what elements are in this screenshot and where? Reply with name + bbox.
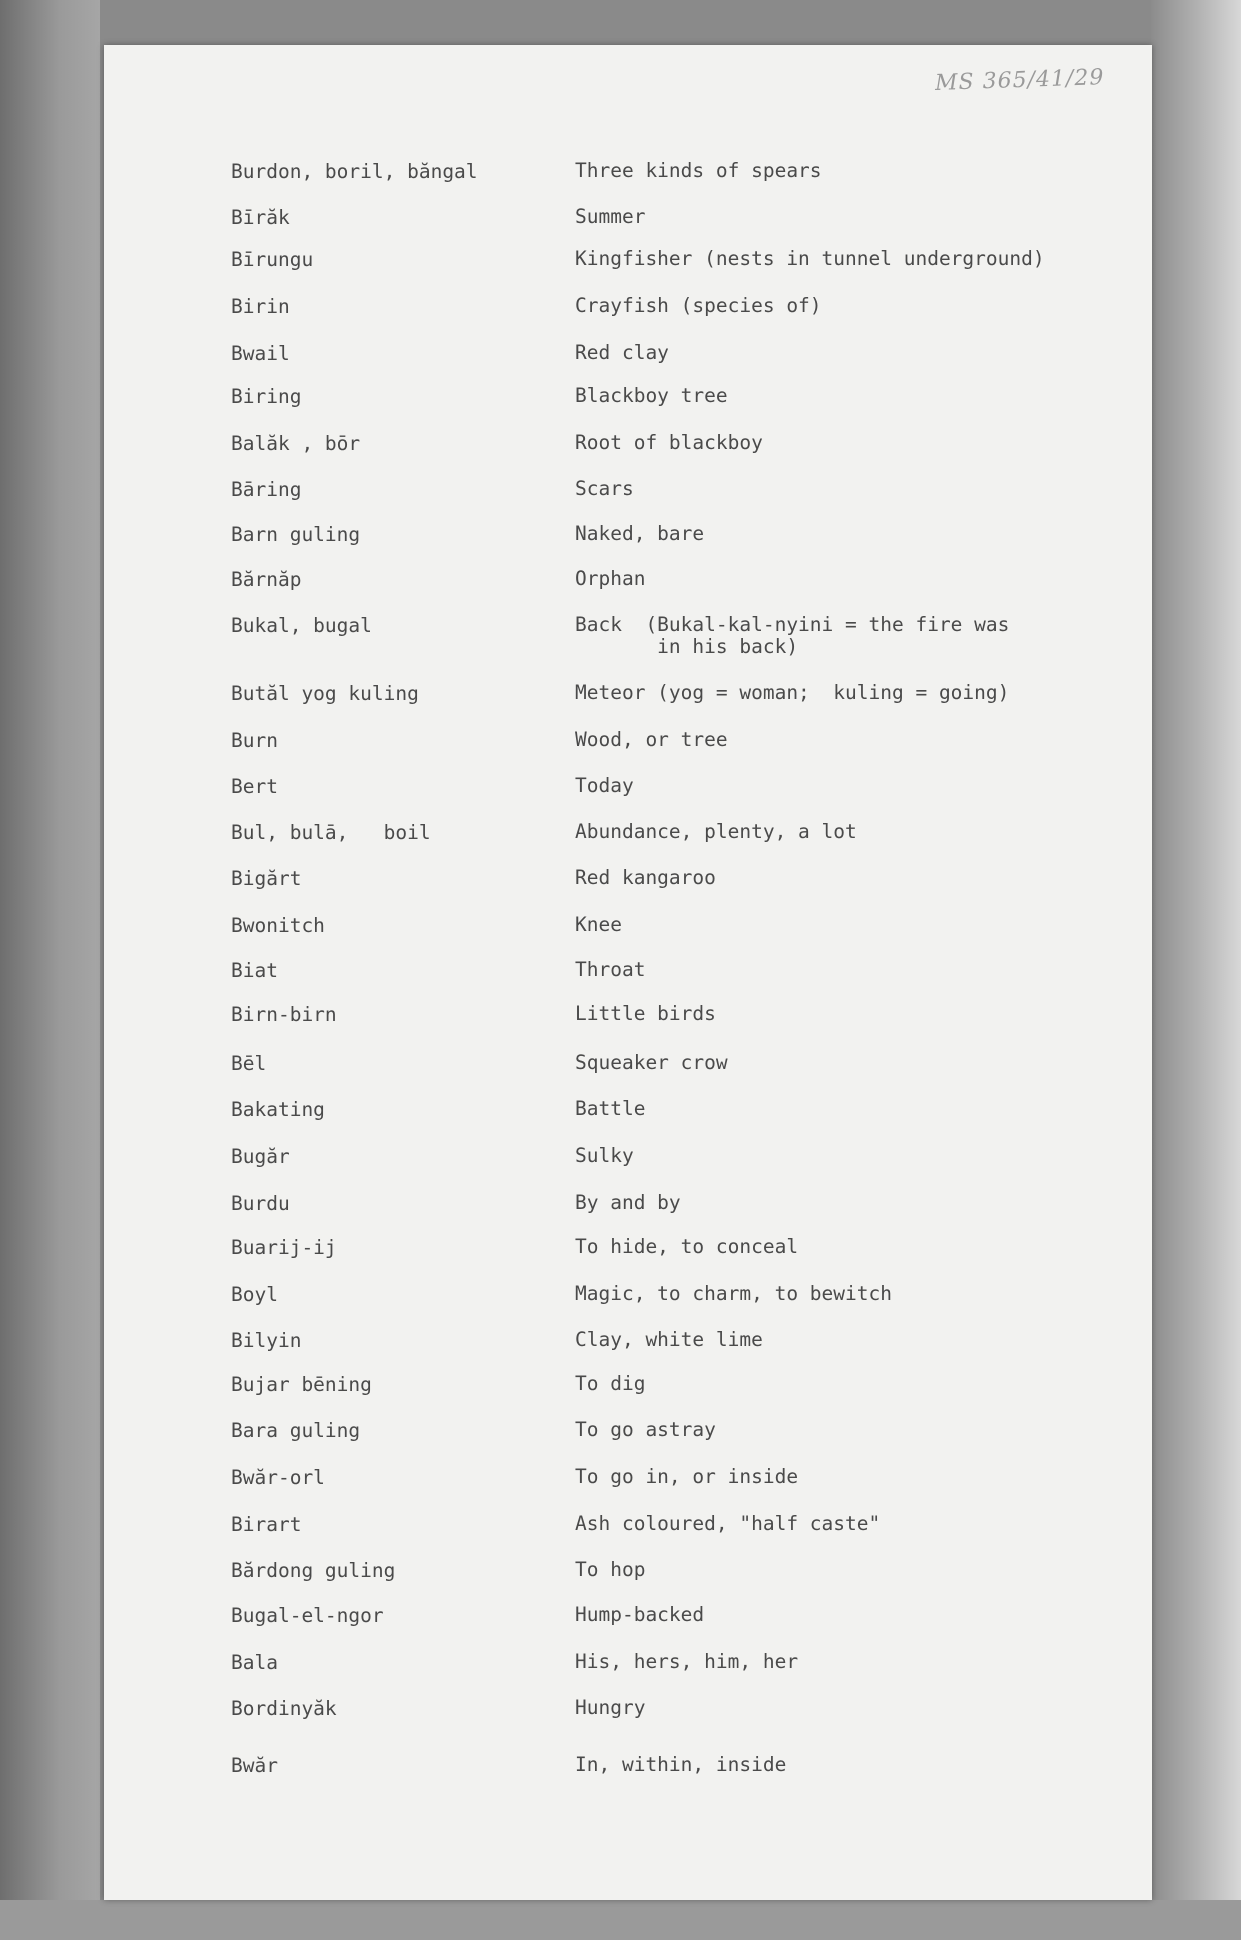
glossary-meaning: Blackboy tree	[575, 384, 728, 407]
glossary-term: Birn-birn	[231, 1003, 337, 1026]
glossary-meaning: Squeaker crow	[575, 1051, 728, 1074]
glossary-term: Butăl yog kuling	[231, 682, 419, 705]
glossary-term: Bărnăp	[231, 568, 302, 591]
glossary-meaning: Throat	[575, 958, 646, 981]
glossary-term: Bigărt	[231, 867, 302, 890]
reference-note: MS 365/41/29	[934, 65, 1105, 96]
glossary-term: Bugăr	[231, 1145, 290, 1168]
glossary-meaning: Meteor (yog = woman; kuling = going)	[575, 681, 1010, 704]
glossary-meaning: Hump-backed	[575, 1603, 705, 1626]
glossary-meaning: Battle	[575, 1097, 646, 1120]
glossary-term: Bilyin	[231, 1329, 302, 1352]
scan-background-right	[1151, 0, 1241, 1940]
glossary-term: Bordinyăk	[231, 1697, 337, 1720]
glossary-term: Bujar bēning	[231, 1373, 372, 1396]
glossary-meaning: Clay, white lime	[575, 1328, 763, 1351]
glossary-term: Bāring	[231, 478, 302, 501]
glossary-meaning: Little birds	[575, 1002, 716, 1025]
glossary-meaning: Back (Bukal-kal-nyini = the fire was in his back)	[575, 613, 1010, 658]
glossary-meaning: To hop	[575, 1558, 646, 1581]
glossary-term: Buarij-ij	[231, 1236, 337, 1259]
glossary-term: Birart	[231, 1513, 302, 1536]
glossary-term: Bărdong guling	[231, 1559, 396, 1582]
glossary-meaning: Scars	[575, 477, 634, 500]
glossary-meaning: Crayfish (species of)	[575, 294, 822, 317]
glossary-term: Biring	[231, 385, 302, 408]
glossary-term: Birin	[231, 295, 290, 318]
glossary-meaning: Magic, to charm, to bewitch	[575, 1282, 892, 1305]
glossary-term: Bīrăk	[231, 206, 290, 229]
glossary-meaning: Hungry	[575, 1696, 646, 1719]
glossary-meaning: To go in, or inside	[575, 1465, 799, 1488]
glossary-meaning: Abundance, plenty, a lot	[575, 820, 857, 843]
glossary-meaning: To go astray	[575, 1418, 716, 1441]
glossary-meaning: Wood, or tree	[575, 728, 728, 751]
glossary-meaning: Summer	[575, 205, 646, 228]
glossary-term: Bwăr-orl	[231, 1466, 325, 1489]
glossary-meaning: Ash coloured, "half caste"	[575, 1512, 881, 1535]
glossary-meaning: Sulky	[575, 1144, 634, 1167]
glossary-term: Burn	[231, 729, 278, 752]
glossary-term: Boyl	[231, 1283, 278, 1306]
glossary-term: Bul, bulā, boil	[231, 821, 431, 844]
glossary-term: Bīrungu	[231, 248, 314, 271]
glossary-meaning: Red clay	[575, 341, 669, 364]
glossary-term: Bwail	[231, 342, 290, 365]
glossary-meaning: Red kangaroo	[575, 866, 716, 889]
glossary-meaning: Today	[575, 774, 634, 797]
glossary-term: Bala	[231, 1651, 278, 1674]
glossary-term: Bugal-el-ngor	[231, 1604, 384, 1627]
glossary-meaning: By and by	[575, 1191, 681, 1214]
glossary-meaning: To hide, to conceal	[575, 1235, 799, 1258]
glossary-term: Bert	[231, 775, 278, 798]
glossary-meaning: Kingfisher (nests in tunnel underground)	[575, 247, 1045, 270]
glossary-term: Balăk , bōr	[231, 432, 361, 455]
glossary-meaning: Orphan	[575, 567, 646, 590]
scan-background-left	[0, 0, 100, 1940]
glossary-term: Burdon, boril, băngal	[231, 160, 478, 183]
glossary-meaning: Naked, bare	[575, 522, 705, 545]
glossary-meaning: Three kinds of spears	[575, 159, 822, 182]
glossary-term: Bwonitch	[231, 914, 325, 937]
glossary-meaning: His, hers, him, her	[575, 1650, 799, 1673]
glossary-meaning: In, within, inside	[575, 1753, 787, 1776]
glossary-term: Bwăr	[231, 1754, 278, 1777]
glossary-term: Bēl	[231, 1052, 267, 1075]
glossary-meaning: Knee	[575, 913, 622, 936]
glossary-term: Bukal, bugal	[231, 614, 372, 637]
glossary-term: Barn guling	[231, 523, 361, 546]
scan-background-bottom	[0, 1900, 1241, 1940]
glossary-term: Bara guling	[231, 1419, 361, 1442]
glossary-term: Burdu	[231, 1192, 290, 1215]
glossary-meaning: To dig	[575, 1372, 646, 1395]
glossary-term: Bakating	[231, 1098, 325, 1121]
glossary-meaning: Root of blackboy	[575, 431, 763, 454]
glossary-term: Biat	[231, 959, 278, 982]
